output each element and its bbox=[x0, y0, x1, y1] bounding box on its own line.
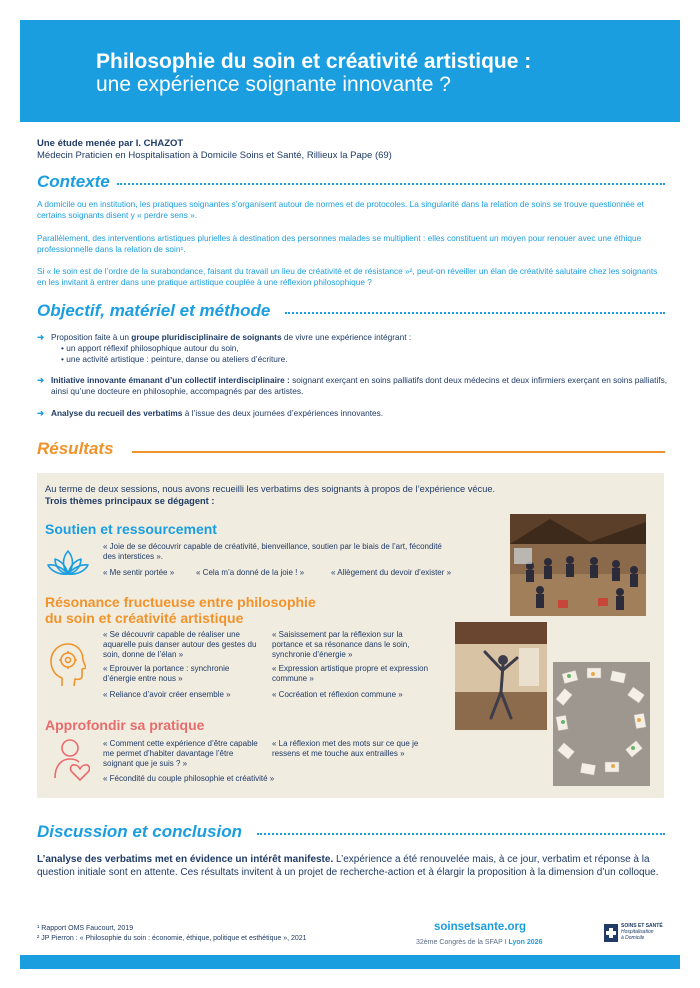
footnote-1: ¹ Rapport OMS Faucourt, 2019 bbox=[37, 925, 134, 932]
footnote-2: ² JP Pierron : « Philosophie du soin : économie, éthique, politique et esthétique », 2021 bbox=[37, 935, 307, 942]
methode-bullet-2: ➜ Initiative innovante émanant d’un collectif interdisciplinaire : soignant exerçant en soins palliatifs dont deux médecins et deux infirmiers exerçant en soins palliatifs, ainsi qu’une docteure en philosophie, accompagnés par des artistes. bbox=[37, 375, 668, 396]
theme-1-title: Soutien et ressourcement bbox=[45, 521, 217, 537]
contexte-paragraph-2: Parallèlement, des interventions artistiques plurielles à destination des personnes malades se multiplient : elles constituent un moyen pour renouer avec une éthique professionnelle dans la relation de soin¹. bbox=[37, 233, 642, 254]
methode-bullet-3: ➜ Analyse du recueil des verbatims à l’issue des deux journées d’expériences innovantes. bbox=[37, 408, 384, 418]
person-heart-icon bbox=[52, 738, 90, 782]
contexte-paragraph-1: A domicile ou en institution, les pratiques soignantes s’organisent autour de normes et de protocoles. La singularité dans la relation de soins se trouve questionnée et certains soignants disent y « perdre sens ». bbox=[37, 199, 644, 220]
photo-dancer bbox=[455, 622, 547, 730]
quote: « Se découvrir capable de réaliser une aquarelle puis danser autour des gestes du soin, donne de l’élan » bbox=[103, 630, 257, 660]
quote: « La réflexion met des mots sur ce que je ressens et me touche aux entrailles » bbox=[272, 739, 419, 759]
contexte-title: Contexte bbox=[37, 172, 110, 191]
methode-title: Objectif, matériel et méthode bbox=[37, 301, 271, 320]
study-by: Une étude menée par I. CHAZOT bbox=[37, 138, 184, 149]
arrow-right-icon: ➜ bbox=[37, 332, 44, 342]
congress-info: 32ème Congrès de la SFAP I Lyon 2026 bbox=[416, 939, 543, 946]
discussion-text: L’analyse des verbatims met en évidence un intérêt manifeste. L’expérience a été renouvelée mais, à ce jour, verbatim et réponse à la question initiale sont en attente. Ces résultats invitent à un projet de recherche-action et à élargir la proposition à la dimension d’un colloque. bbox=[37, 854, 659, 878]
bottom-bar bbox=[20, 955, 680, 969]
website-link[interactable]: soinsetsante.org bbox=[434, 921, 527, 933]
results-intro: Au terme de deux sessions, nous avons recueilli les verbatims des soignants à propos de l’expérience vécue. Trois thèmes principaux se dégagent : bbox=[45, 484, 496, 506]
arrow-right-icon: ➜ bbox=[37, 408, 44, 418]
quote: « Saisissement par la réflexion sur la portance et sa résonance dans le soin, synchronie d’énergie » bbox=[272, 630, 410, 660]
photo-group-circle bbox=[510, 514, 646, 616]
title-banner bbox=[20, 20, 680, 122]
resultats-title: Résultats bbox=[37, 439, 114, 458]
methode-subitem: • un apport réflexif philosophique autour du soin, bbox=[61, 343, 669, 354]
quote: « Cocréation et réflexion commune » bbox=[272, 690, 403, 699]
quote: « Comment cette expérience d’être capable me permet d’habiter davantage l’être soignant que je suis ? » bbox=[103, 739, 258, 769]
soins-et-sante-logo: SOINS ET SANTÉ Hospitalisation à Domicile bbox=[604, 922, 662, 946]
study-author bbox=[37, 138, 392, 162]
quote: « Cela m’a donné de la joie ! » bbox=[196, 568, 305, 577]
arrow-right-icon: ➜ bbox=[37, 375, 44, 385]
theme-2-title: Résonance fructueuse entre philosophie du soin et créativité artistique bbox=[45, 594, 316, 626]
title-line-1: Philosophie du soin et créativité artistique : bbox=[96, 50, 532, 73]
study-role: Médecin Praticien en Hospitalisation à Domicile Soins et Santé, Rillieux la Pape (69) bbox=[37, 150, 392, 161]
head-gears-icon bbox=[48, 642, 86, 688]
quote: « Me sentir portée » bbox=[103, 568, 175, 577]
quote: « Expression artistique propre et expression commune » bbox=[272, 664, 429, 684]
contexte-divider bbox=[117, 183, 665, 185]
resultats-divider bbox=[132, 451, 665, 453]
quote: « Joie de se découvrir capable de créativité, bienveillance, soutien par le biais de l’art, fécondité des interstices ». bbox=[103, 542, 442, 562]
methode-divider bbox=[285, 312, 665, 314]
contexte-paragraph-3: Si « le soin est de l’ordre de la surabondance, faisant du travail un lieu de créativité et de résistance »², peut-on réveiller un élan de créativité salutaire chez les soignants en les invitant à entrer dans une pratique artistique couplée à une réflexion philosophique ? bbox=[37, 266, 658, 287]
photo-drawings-circle bbox=[553, 662, 650, 786]
quote: « Eprouver la portance : synchronie d’énergie entre nous » bbox=[103, 664, 230, 684]
quote: « Allègement du devoir d’exister » bbox=[331, 568, 452, 577]
methode-bullet-1: ➜ Proposition faite à un groupe pluridisciplinaire de soignants de vivre une expérience intégrant : • un apport réflexif philosophique autour du soin, • une activité artistique : peinture, danse ou ateliers d’écriture. bbox=[37, 332, 669, 365]
theme-3-title: Approfondir sa pratique bbox=[45, 717, 205, 733]
discussion-title: Discussion et conclusion bbox=[37, 822, 242, 841]
methode-subitem: • une activité artistique : peinture, danse ou ateliers d’écriture. bbox=[61, 354, 669, 365]
title-line-2: une expérience soignante innovante ? bbox=[96, 73, 451, 96]
lotus-icon bbox=[46, 547, 90, 579]
quote: « Reliance d’avoir créer ensemble » bbox=[103, 690, 231, 699]
discussion-divider bbox=[257, 833, 665, 835]
quote: « Fécondité du couple philosophie et créativité » bbox=[103, 774, 275, 783]
